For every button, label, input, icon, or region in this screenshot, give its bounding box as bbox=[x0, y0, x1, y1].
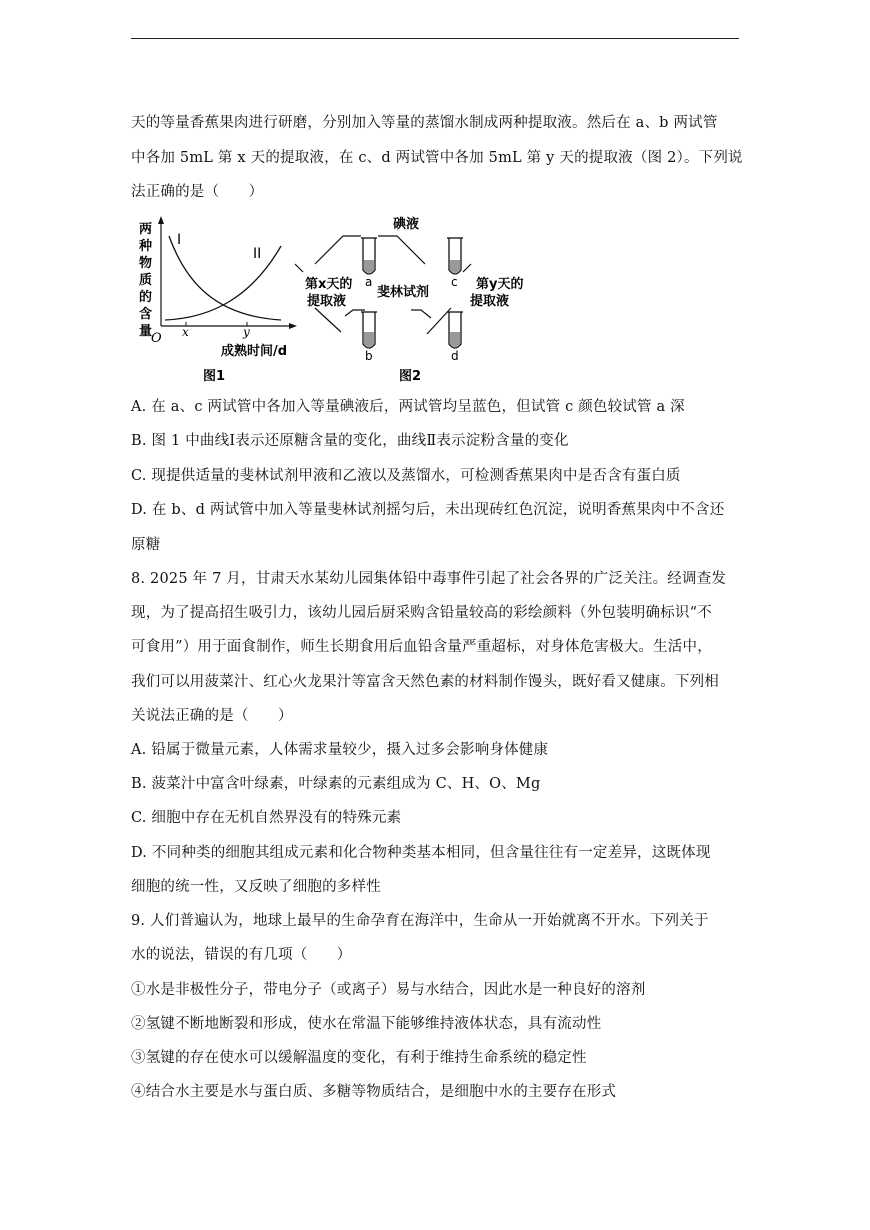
fig2-left-label-1: 第x天的 bbox=[305, 277, 353, 292]
fig2-tube-a-label: a bbox=[365, 275, 373, 289]
header-rule bbox=[131, 38, 739, 39]
q7-stem-line-1: 天的等量香蕉果肉进行研磨，分别加入等量的蒸馏水制成两种提取液。然后在 a、b 两试管 bbox=[131, 115, 718, 131]
fig1-y-tick-label: y bbox=[243, 325, 250, 339]
fig1-curve-II bbox=[165, 246, 281, 320]
fig1-curve-I-label: I bbox=[177, 232, 182, 248]
fig2-caption: 图2 bbox=[399, 369, 422, 384]
fig2-fehling-left bbox=[345, 310, 365, 316]
q8-option-a: A. 铅属于微量元素，人体需求量较少，摄入过多会影响身体健康 bbox=[131, 742, 549, 758]
fig1-origin: O bbox=[151, 331, 162, 346]
fig2-left-to-b-line bbox=[315, 308, 341, 332]
q7-option-a: A. 在 a、c 两试管中各加入等量碘液后，两试管均呈蓝色，但试管 c 颜色较试管 a 深 bbox=[131, 399, 685, 415]
q7-option-b: B. 图 1 中曲线Ⅰ表示还原糖含量的变化，曲线Ⅱ表示淀粉含量的变化 bbox=[131, 433, 569, 449]
fig1-curve-II-label: II bbox=[253, 246, 262, 262]
fig2-iodine-label: 碘液 bbox=[393, 217, 420, 232]
q7-option-c: C. 现提供适量的斐林试剂甲液和乙液以及蒸馏水，可检测香蕉果肉中是否含有蛋白质 bbox=[131, 468, 681, 484]
q8-stem-line-2: 现，为了提高招生吸引力，该幼儿园后厨采购含铅量较高的彩绘颜料（外包装明确标识“不 bbox=[131, 605, 712, 621]
fig2-tube-a bbox=[361, 238, 377, 274]
fig1-ylabel-char: 物 bbox=[139, 256, 153, 271]
q8-stem-line-3: 可食用”）用于面食制作，师生长期食用后血铅含量严重超标，对身体危害极大。生活中， bbox=[131, 639, 712, 655]
q7-figures bbox=[131, 208, 531, 388]
q7-stem-line-3: 法正确的是（ ） bbox=[131, 184, 264, 200]
figure1 bbox=[138, 216, 297, 384]
q8-option-b: B. 菠菜汁中富含叶绿素，叶绿素的元素组成为 C、H、O、Mg bbox=[131, 776, 541, 792]
fig2-tube-c bbox=[447, 238, 463, 274]
fig2-left-label-2: 提取液 bbox=[307, 294, 347, 309]
fig1-ylabel-char: 含 bbox=[139, 307, 153, 322]
q7-figure-svg bbox=[131, 208, 531, 388]
q7-option-d: D. 在 b、d 两试管中加入等量斐林试剂摇匀后，未出现砖红色沉淀，说明香蕉果肉中不含还 bbox=[131, 502, 725, 518]
fig1-ylabel-char: 的 bbox=[139, 290, 153, 305]
q8-stem-line-4: 我们可以用菠菜汁、红心火龙果汁等富含天然色素的材料制作馒头，既好看又健康。下列相 bbox=[131, 674, 719, 690]
q9-statement-4: ④结合水主要是水与蛋白质、多糖等物质结合，是细胞中水的主要存在形式 bbox=[131, 1084, 617, 1100]
q7-option-d-cont: 原糖 bbox=[131, 537, 161, 553]
q9-stem-line-2: 水的说法，错误的有几项（ ） bbox=[131, 947, 352, 963]
fig1-x-axis-label: 成熟时间/d bbox=[221, 344, 288, 359]
fig1-ylabel-char: 两 bbox=[139, 222, 153, 237]
fig1-ylabel-char: 种 bbox=[139, 239, 153, 254]
fig2-tube-d-label: d bbox=[451, 349, 459, 363]
fig2-fehling-label: 斐林试剂 bbox=[377, 285, 430, 300]
q8-option-c: C. 细胞中存在无机自然界没有的特殊元素 bbox=[131, 810, 402, 826]
fig1-caption: 图1 bbox=[203, 369, 226, 384]
fig2-tube-c-label: c bbox=[451, 275, 458, 289]
fig2-left-to-a-line bbox=[295, 264, 303, 272]
fig1-ylabel-char: 量 bbox=[139, 324, 153, 339]
fig2-right-label-1: 第y天的 bbox=[476, 277, 524, 292]
fig2-tube-b bbox=[361, 312, 377, 348]
q9-statement-2: ②氢键不断地断裂和形成，使水在常温下能够维持液体状态，具有流动性 bbox=[131, 1016, 602, 1032]
figure2 bbox=[295, 216, 523, 384]
fig2-right-label-2: 提取液 bbox=[470, 294, 510, 309]
fig2-fehling-right bbox=[411, 310, 431, 318]
q8-stem-line-5: 关说法正确的是（ ） bbox=[131, 708, 293, 724]
fig1-x-arrow bbox=[289, 323, 297, 329]
q7-stem-line-2: 中各加 5mL 第 x 天的提取液，在 c、d 两试管中各加 5mL 第 y 天的提取液（图 2）。下列说 bbox=[131, 150, 743, 166]
fig2-iodine-line-left bbox=[315, 236, 361, 264]
fig2-tube-d bbox=[447, 312, 463, 348]
q8-option-d: D. 不同种类的细胞其组成元素和化合物种类基本相同，但含量往往有一定差异，这既体现 bbox=[131, 845, 711, 861]
fig2-right-to-c-line bbox=[463, 264, 471, 272]
fig2-iodine-line-right bbox=[378, 236, 425, 264]
fig1-y-arrow bbox=[158, 216, 164, 224]
fig2-tube-b-label: b bbox=[365, 349, 373, 363]
q9-stem-line-1: 9. 人们普遍认为，地球上最早的生命孕育在海洋中，生命从一开始就离不开水。下列关于 bbox=[131, 913, 709, 929]
fig1-x-tick-label: x bbox=[182, 325, 189, 339]
q8-option-d-cont: 细胞的统一性，又反映了细胞的多样性 bbox=[131, 879, 381, 895]
q8-stem-line-1: 8. 2025 年 7 月，甘肃天水某幼儿园集体铅中毒事件引起了社会各界的广泛关注。经调查发 bbox=[131, 571, 727, 587]
fig1-ylabel-char: 质 bbox=[139, 273, 153, 288]
fig1-curve-I bbox=[169, 236, 281, 320]
q9-statement-1: ①水是非极性分子，带电分子（或离子）易与水结合，因此水是一种良好的溶剂 bbox=[131, 982, 646, 998]
q9-statement-3: ③氢键的存在使水可以缓解温度的变化，有利于维持生命系统的稳定性 bbox=[131, 1050, 587, 1066]
